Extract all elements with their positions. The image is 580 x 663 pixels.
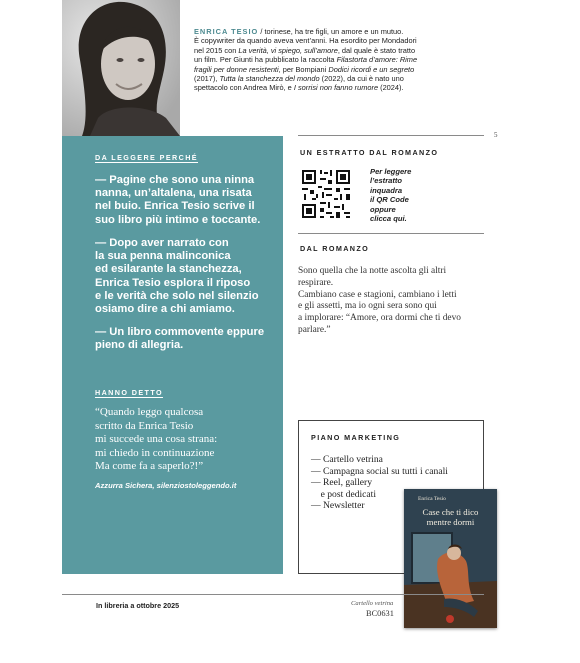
qr-text-line: il QR Code	[370, 195, 409, 205]
item-label: Cartello vetrina	[351, 600, 394, 607]
list-item: — Campagna social su tutti i canali	[311, 465, 448, 477]
cover-author: Enrica Tesio	[418, 496, 446, 502]
book-cover	[404, 489, 497, 628]
blurb-line: Enrica Tesio esplora il riposo	[95, 276, 251, 289]
bio-text: spettacolo con Andrea Mirò, e	[194, 83, 294, 93]
blurb-line: — Dopo aver narrato con	[95, 237, 229, 249]
quote-line: mi succede una cosa strana:	[95, 433, 218, 446]
blurb-line: suo libro più intimo e toccante.	[95, 213, 261, 226]
excerpt-line: a implorare: “Amore, ora dormi che ti devo	[298, 313, 461, 324]
list-item: — Cartello vetrina	[311, 454, 383, 465]
bio-text: un film. Per Giunti ha pubblicato la raccolta	[194, 55, 337, 65]
click-here-link[interactable]: clicca qui.	[370, 214, 407, 224]
novel-label: DAL ROMANZO	[300, 244, 370, 253]
qr-text-line: oppure	[370, 204, 396, 214]
blurb-line: e le verità che solo nel silenzio	[95, 289, 259, 302]
quote-line: scritto da Enrica Tesio	[95, 419, 194, 432]
marketing-label: PIANO MARKETING	[311, 433, 401, 442]
bio-book-title: fragili per donne resistenti	[194, 64, 279, 74]
page-number: 5	[494, 131, 498, 139]
author-portrait-image	[62, 0, 180, 136]
bio-text: , per Bompiani	[278, 64, 329, 74]
section-divider	[298, 233, 484, 234]
bio-book-title: Tutta la stanchezza del mondo	[219, 74, 320, 84]
bio-text: (2024).	[378, 83, 404, 93]
bio-text: , dal quale è stato tratto	[337, 45, 416, 55]
excerpt-line: e gli assetti, ma io ogni sera sono qui	[298, 301, 437, 312]
excerpt-line: parlare.”	[298, 324, 331, 335]
bio-text: (2022), da cui è nato uno	[319, 74, 404, 84]
excerpt-line: Sono quella che la notte ascolta gli altri	[298, 266, 447, 276]
bio-text: nel 2015 con	[194, 45, 239, 55]
author-photo	[62, 0, 180, 136]
list-item: e post dedicati	[311, 488, 377, 500]
blurb-line: nel buio. Enrica Tesio scrive il	[95, 200, 255, 213]
excerpt-line: respirare.	[298, 277, 334, 288]
teal-panel	[62, 136, 283, 574]
review-quote	[95, 406, 280, 474]
why-read-point-1	[95, 174, 280, 227]
blurb-line: pieno di allegria.	[95, 339, 184, 352]
reviews-label: HANNO DETTO	[95, 388, 163, 397]
blurb-line: la sua penna malinconica	[95, 250, 231, 263]
bio-text: È copywriter da quando aveva vent’anni. Ha esordito per Mondadori	[194, 36, 417, 46]
bio-text: (2017),	[194, 74, 220, 84]
qr-text-line: l’estratto	[370, 176, 403, 186]
quote-line: Ma come fa a saperlo?!”	[95, 460, 204, 473]
blurb-line: osiamo dire a chi amiamo.	[95, 303, 235, 316]
blurb-line: ed esilarante la stanchezza,	[95, 263, 242, 276]
top-rule	[298, 135, 484, 136]
novel-excerpt	[298, 266, 488, 337]
qr-text-line: inquadra	[370, 185, 403, 195]
author-name: ENRICA TESIO	[194, 27, 259, 36]
qr-code-icon	[300, 168, 352, 220]
excerpt-line: Cambiano case e stagioni, cambiano i letti	[298, 289, 457, 300]
why-read-point-2	[95, 237, 280, 316]
quote-line: mi chiedo in continuazione	[95, 446, 215, 459]
bio-book-title: La verità, vi spiego, sull’amore	[238, 45, 338, 55]
author-bio	[194, 27, 484, 93]
item-code: BC0631	[366, 609, 394, 618]
cover-title-line: mentre dormi	[426, 516, 475, 527]
cover-title	[408, 508, 493, 527]
cover-title-line: Case che ti dico	[422, 507, 479, 517]
qr-instructions	[370, 167, 440, 223]
qr-code[interactable]	[300, 168, 352, 220]
blurb-line: nanna, un’altalena, una risata	[95, 187, 252, 200]
bio-text: / torinese, ha tre figli, un amore e un mutuo.	[258, 27, 404, 36]
footer-rule	[62, 594, 484, 595]
bio-book-title: Filastorta d’amore: Rime	[336, 55, 418, 65]
blurb-line: — Un libro commovente eppure	[95, 326, 265, 338]
extract-label: UN ESTRATTO DAL ROMANZO	[300, 148, 439, 157]
list-item: — Newsletter	[311, 500, 365, 512]
review-source: Azzurra Sichera, silenziostoleggendo.it	[95, 481, 237, 490]
bio-book-title: Dodici ricordi e un segreto	[328, 64, 415, 74]
qr-text-line: Per leggere	[370, 167, 412, 176]
why-read-point-3	[95, 326, 280, 352]
quote-line: “Quando leggo qualcosa	[95, 406, 204, 418]
release-date: In libreria a ottobre 2025	[96, 601, 180, 610]
why-read-label: DA LEGGERE PERCHÉ	[95, 153, 199, 162]
bio-book-title: I sorrisi non fanno rumore	[293, 83, 379, 93]
blurb-line: — Pagine che sono una ninna	[95, 174, 255, 186]
list-item: — Reel, gallery	[311, 477, 373, 489]
